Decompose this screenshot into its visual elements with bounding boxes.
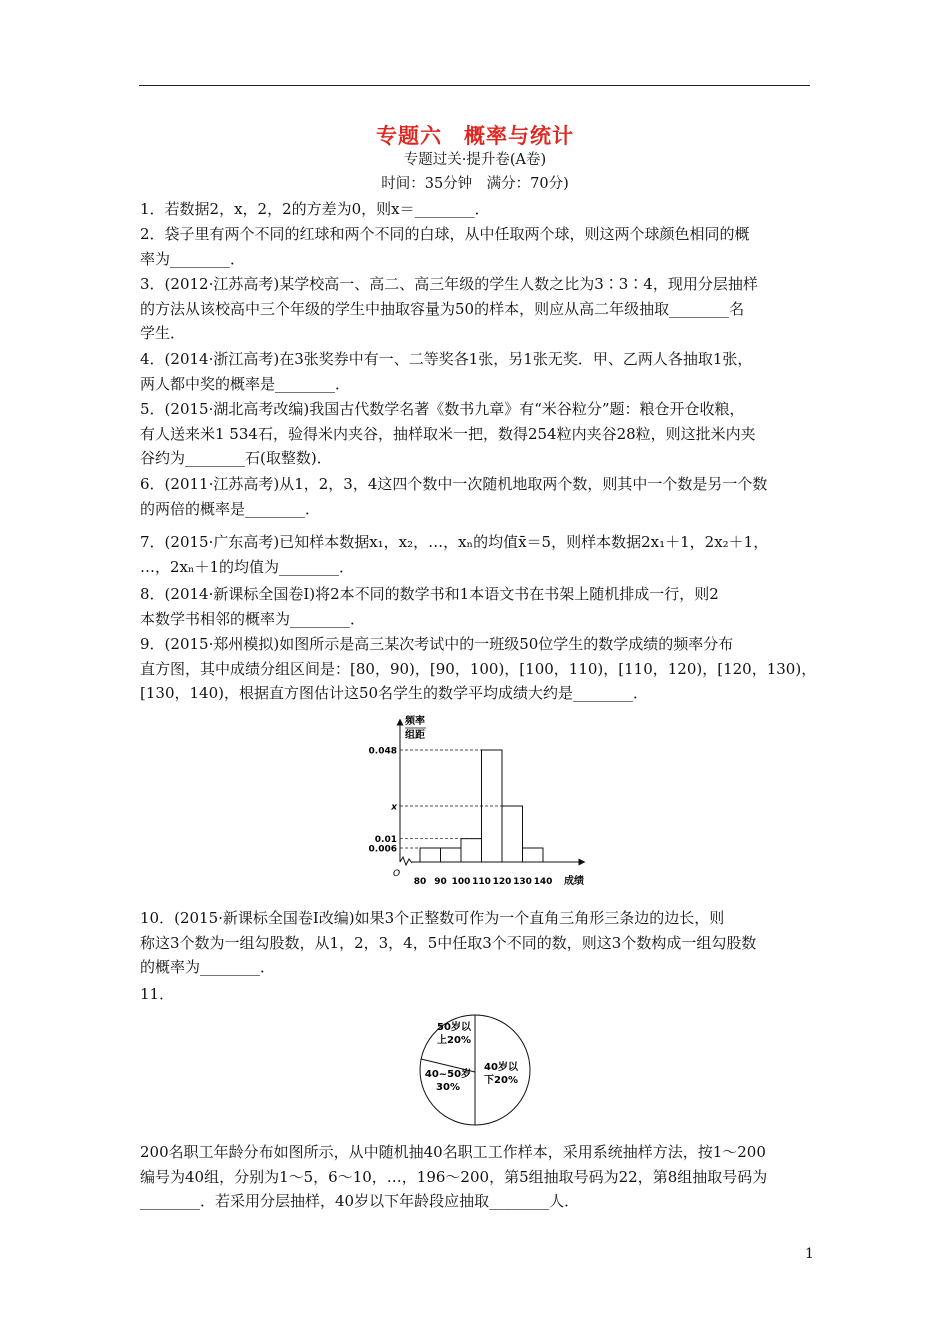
question-line: 10．(2015·新课标全国卷Ⅰ改编)如果3个正整数可作为一个直角三角形三条边的边长，则: [140, 909, 725, 927]
question-line: 8．(2014·新课标全国卷Ⅰ)将2本不同的数学书和1本语文书在书架上随机排成一行，则2: [140, 585, 719, 603]
question-line: 称这3个数为一组勾股数，从1，2，3，4，5中任取3个不同的数，则这3个数构成一组勾股数: [140, 933, 757, 952]
axis-origin-label: O: [393, 869, 401, 879]
question-10: [140, 906, 812, 980]
question-line: 1．若数据2，x，2，2的方差为0，则x＝________．: [140, 200, 490, 218]
histogram-bar: [461, 839, 482, 862]
question-line: 有人送来米1 534石，验得米内夹谷，抽样取米一把，数得254粒内夹谷28粒，则这批米内夹: [140, 424, 756, 443]
page-number: 1: [805, 1246, 814, 1262]
y-axis-label-bottom: 组距: [405, 730, 425, 741]
pie-slice-label: 下20%: [484, 1075, 518, 1086]
question-line: …，2xₙ＋1的均值为________．: [140, 557, 355, 576]
age-pie-chart: [410, 1012, 540, 1128]
x-tick-label: 140: [533, 877, 553, 887]
header-rule: [139, 85, 810, 86]
question-line: 谷约为________石(取整数)．: [140, 449, 332, 467]
pie-slice-label: 40岁以: [484, 1062, 518, 1073]
pie-slice-label: 上20%: [437, 1035, 471, 1046]
question-line: 两人都中奖的概率是________．: [140, 374, 351, 393]
question-line: 7．(2015·广东高考)已知样本数据x₁，x₂，…，xₙ的均值x̄＝5，则样本数据2x₁＋1，2x₂＋1，: [140, 533, 769, 551]
x-tick-label: 130: [513, 877, 532, 887]
question-11: [140, 1140, 812, 1214]
question-line: 率为________．: [140, 249, 246, 268]
frequency-histogram: [360, 712, 600, 894]
question-7: [140, 530, 812, 579]
x-tick-label: 100: [451, 877, 471, 887]
question-line: 的两倍的概率是________．: [140, 499, 321, 518]
question-3: [140, 272, 812, 346]
question-line: 学生．: [140, 324, 186, 342]
question-11-number: [140, 982, 812, 1007]
y-tick-label: 0.048: [368, 746, 397, 757]
question-line: 6．(2011·江苏高考)从1，2，3，4这四个数中一次随机地取两个数，则其中一个数是另一个数: [140, 475, 768, 493]
question-line: 编号为40组，分别为1～5，6～10，…，196～200，第5组抽取号码为22，第8组抽取号码为: [140, 1167, 768, 1186]
histogram-bar: [420, 848, 441, 862]
question-line: 3．(2012·江苏高考)某学校高一、高二、高三年级的学生人数之比为3∶3∶4，现用分层抽样: [140, 275, 758, 293]
y-axis-label-top: 频率: [405, 716, 425, 727]
question-line: ________．若采用分层抽样，40岁以下年龄段应抽取________人．: [140, 1192, 580, 1210]
question-line: 2．袋子里有两个不同的红球和两个不同的白球，从中任取两个球，则这两个球颜色相同的概: [140, 225, 750, 243]
question-line: 的方法从该校高中三个年级的学生中抽取容量为50的样本，则应从高二年级抽取________名: [140, 299, 745, 318]
y-tick-label: 0.01: [374, 835, 397, 846]
y-tick-label: 0.006: [368, 844, 397, 855]
histogram-bar: [502, 806, 523, 862]
time-info: 时间：35分钟 满分：70分): [381, 176, 569, 192]
page-subtitle: 专题过关·提升卷(A卷): [403, 152, 547, 168]
pie-slice-label: 30%: [436, 1082, 460, 1093]
histogram-bar: [441, 848, 462, 862]
question-1: [140, 197, 812, 222]
x-axis-label: 成绩: [564, 876, 584, 887]
histogram-bar: [523, 848, 544, 862]
x-tick-label: 90: [434, 877, 447, 887]
axis-break: [400, 857, 412, 865]
question-4: [140, 347, 812, 396]
question-line: 5．(2015·湖北高考改编)我国古代数学名著《数书九章》有“米谷粒分”题：粮仓开仓收粮，: [140, 400, 745, 418]
question-line: 4．(2014·浙江高考)在3张奖券中有一、二等奖各1张，另1张无奖．甲、乙两人各抽取1张，: [140, 350, 753, 368]
question-9: [140, 632, 817, 706]
y-tick-label: x: [391, 802, 397, 813]
x-tick-label: 120: [492, 877, 512, 887]
question-line: 的概率为________．: [140, 958, 276, 976]
question-line: 200名职工年龄分布如图所示，从中随机抽40名职工工作样本，采用系统抽样方法，按1～200: [140, 1143, 766, 1161]
pie-slice-label: 50岁以: [437, 1022, 471, 1033]
question-line: 本数学书相邻的概率为________．: [140, 609, 366, 628]
x-tick-label: 110: [472, 877, 491, 887]
question-line: [130，140)，根据直方图估计这50名学生的数学平均成绩大约是________．: [140, 684, 649, 702]
page-title: 专题六 概率与统计: [376, 124, 574, 148]
question-line: 11．: [140, 985, 175, 1003]
question-line: 9．(2015·郑州模拟)如图所示是高三某次考试中的一班级50位学生的数学成绩的频率分布: [140, 635, 734, 653]
question-5: [140, 397, 812, 471]
question-6: [140, 472, 812, 521]
pie-slice-label: 40~50岁: [424, 1069, 472, 1080]
question-8: [140, 582, 812, 631]
question-line: 直方图，其中成绩分组区间是：[80，90)，[90，100)，[100，110)，[110，120)，[120，130)，: [140, 659, 817, 678]
x-tick-label: 80: [413, 877, 427, 887]
question-2: [140, 222, 812, 271]
